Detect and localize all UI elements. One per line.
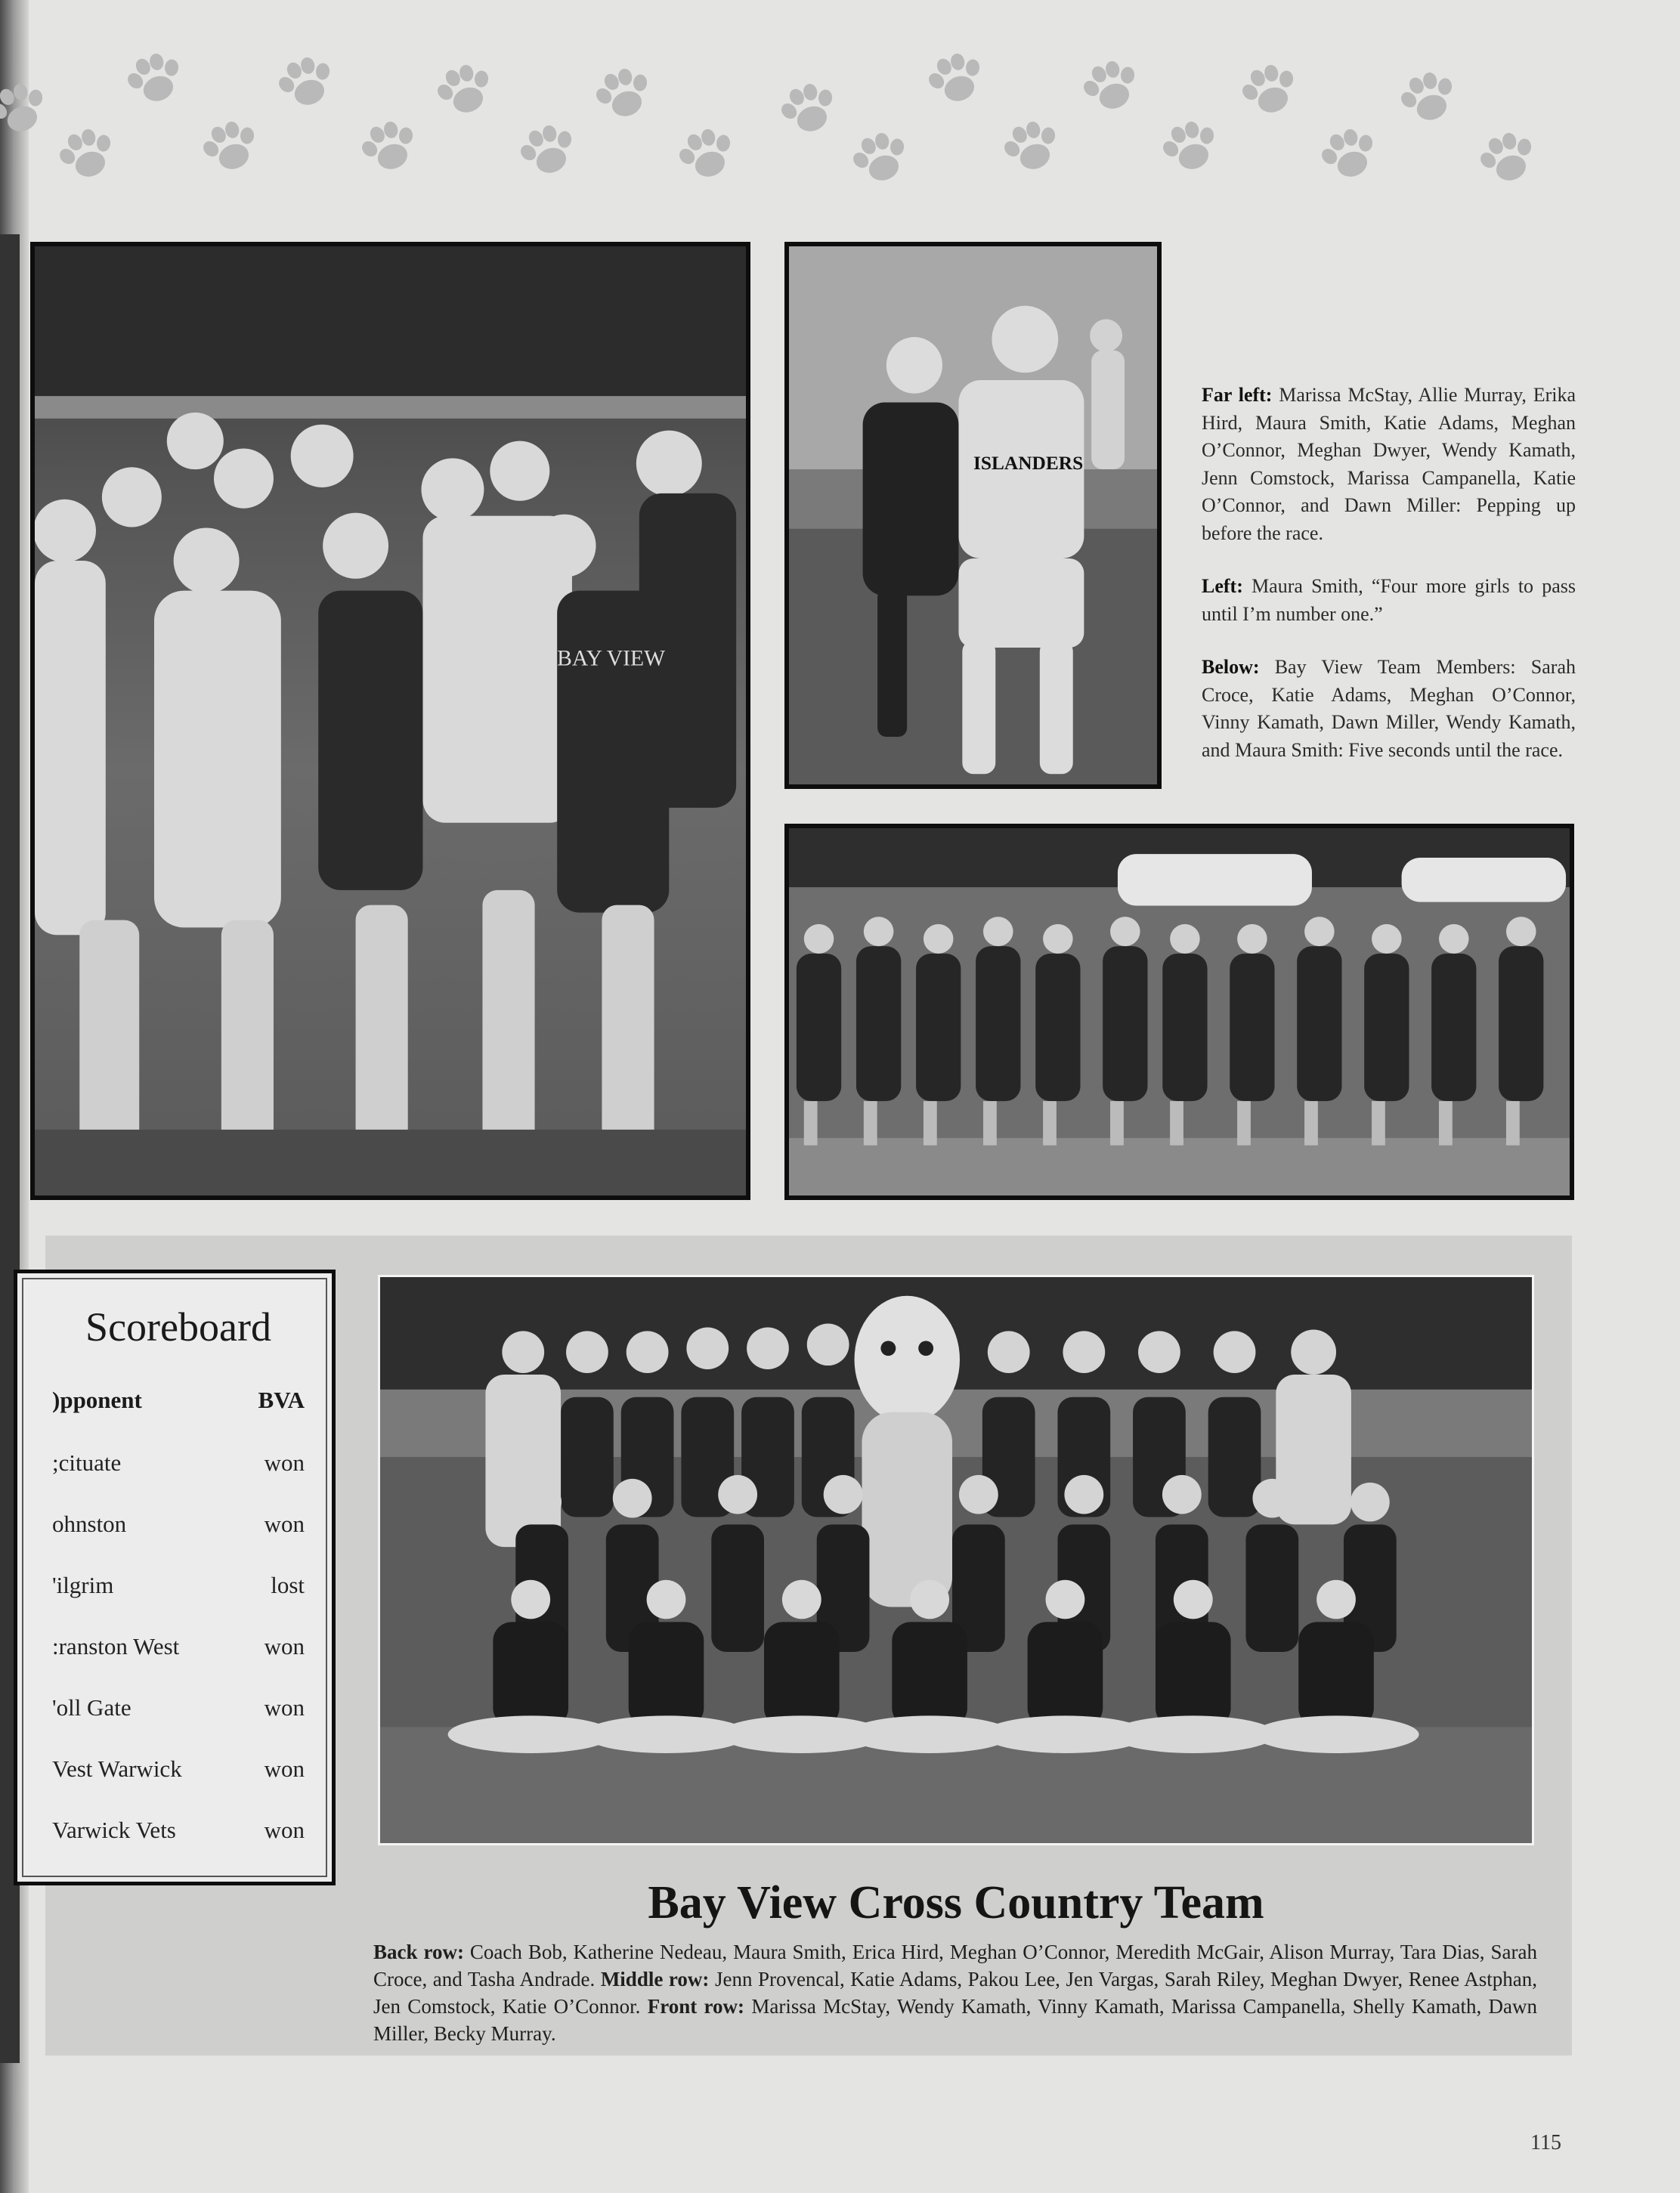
photo-team-pepping-up bbox=[30, 242, 750, 1200]
paw-print-icon bbox=[121, 45, 189, 113]
game-result: won bbox=[264, 1449, 305, 1476]
game-result: won bbox=[264, 1511, 305, 1537]
paw-print-icon bbox=[673, 121, 741, 189]
paw-print-icon bbox=[846, 125, 914, 193]
paw-print-icon bbox=[53, 121, 121, 189]
scoreboard-row bbox=[52, 1511, 305, 1541]
paw-print-icon bbox=[355, 113, 423, 181]
paw-print-icon bbox=[775, 76, 843, 144]
scoreboard-row bbox=[52, 1755, 305, 1786]
scoreboard-title: Scoreboard bbox=[85, 1304, 271, 1350]
opponent-name: 'oll Gate bbox=[52, 1694, 131, 1721]
scoreboard-row bbox=[52, 1572, 305, 1602]
paw-print-icon bbox=[589, 60, 657, 128]
paw-print-icon bbox=[1474, 125, 1542, 193]
singlet-text: ISLANDERS bbox=[973, 451, 1084, 475]
front-row-label: Front row: bbox=[647, 1995, 745, 2018]
team-roster-caption bbox=[373, 1938, 1537, 2047]
opponent-name: 'ilgrim bbox=[52, 1572, 114, 1598]
caption-left: Left: Maura Smith, “Four more girls to pass until I’m number one.” bbox=[1202, 575, 1576, 625]
opponent-name: Varwick Vets bbox=[52, 1817, 176, 1843]
opponent-name: Vest Warwick bbox=[52, 1755, 182, 1782]
game-result: won bbox=[264, 1633, 305, 1659]
scoreboard-row bbox=[52, 1694, 305, 1724]
photo-runner-maura-smith bbox=[784, 242, 1162, 789]
front-row-names: Marissa McStay, Wendy Kamath, Vinny Kamath, Marissa Campanella, Shelly Kamath, Dawn Miller, Becky Murray. bbox=[373, 1995, 1538, 2045]
photo-captions bbox=[1202, 382, 1576, 790]
caption-far-left: Far left: Marissa McStay, Allie Murray, Erika Hird, Maura Smith, Katie Adams, Meghan O’Connor, Meghan Dwyer, Wendy Kamath, Jenn Comstock, Marissa Campanella, Katie O’Connor, and Dawn Miller: Pepping up before the race. bbox=[1202, 384, 1576, 544]
scoreboard-header bbox=[52, 1387, 305, 1417]
result-column-header: BVA bbox=[258, 1387, 305, 1413]
paw-print-icon bbox=[1236, 57, 1304, 125]
middle-row-names: Jenn Provencal, Katie Adams, Pakou Lee, Jen Vargas, Sarah Riley, Meghan Dwyer, Renee Astphan, Jen Comstock, Katie O’Connor. bbox=[373, 1968, 1538, 2018]
photo-cross-country-team bbox=[378, 1275, 1534, 1845]
team-title: Bay View Cross Country Team bbox=[648, 1877, 1264, 1929]
scoreboard-row bbox=[52, 1449, 305, 1480]
opponent-column-header: )pponent bbox=[52, 1387, 142, 1413]
middle-row-label: Middle row: bbox=[600, 1968, 710, 1990]
game-result: won bbox=[264, 1694, 305, 1721]
opponent-name: ohnston bbox=[52, 1511, 127, 1537]
paw-print-icon bbox=[272, 49, 340, 117]
paw-print-icon bbox=[431, 57, 499, 125]
back-row-label: Back row: bbox=[373, 1941, 464, 1963]
opponent-name: :ranston West bbox=[52, 1633, 180, 1659]
paw-print-border bbox=[30, 30, 1579, 212]
paw-print-icon bbox=[1315, 121, 1383, 189]
back-row-names: Coach Bob, Katherine Nedeau, Maura Smith, Erica Hird, Meghan O’Connor, Meredith McGair, Alison Murray, Tara Dias, Sarah Croce, and Tasha Andrade. bbox=[373, 1941, 1537, 1990]
game-result: won bbox=[264, 1817, 305, 1843]
photo-start-line bbox=[784, 824, 1574, 1200]
paw-print-icon bbox=[998, 113, 1066, 181]
scoreboard-row bbox=[52, 1817, 305, 1847]
paw-print-icon bbox=[514, 117, 582, 185]
page-number: 115 bbox=[1530, 2131, 1561, 2154]
game-result: won bbox=[264, 1755, 305, 1782]
scoreboard-box bbox=[14, 1270, 336, 1885]
paw-print-icon bbox=[1077, 53, 1145, 121]
caption-below: Below: Bay View Team Members: Sarah Croce, Katie Adams, Meghan O’Connor, Vinny Kamath, Dawn Miller, Wendy Kamath, and Maura Smith: Five seconds until the race. bbox=[1202, 656, 1576, 761]
singlet-text: BAY VIEW bbox=[557, 646, 666, 671]
game-result: lost bbox=[271, 1572, 305, 1598]
opponent-name: ;cituate bbox=[52, 1449, 122, 1476]
paw-print-icon bbox=[922, 45, 990, 113]
paw-print-icon bbox=[1394, 64, 1462, 132]
paw-print-icon bbox=[1156, 113, 1224, 181]
paw-print-icon bbox=[196, 113, 265, 181]
scoreboard-row bbox=[52, 1633, 305, 1663]
